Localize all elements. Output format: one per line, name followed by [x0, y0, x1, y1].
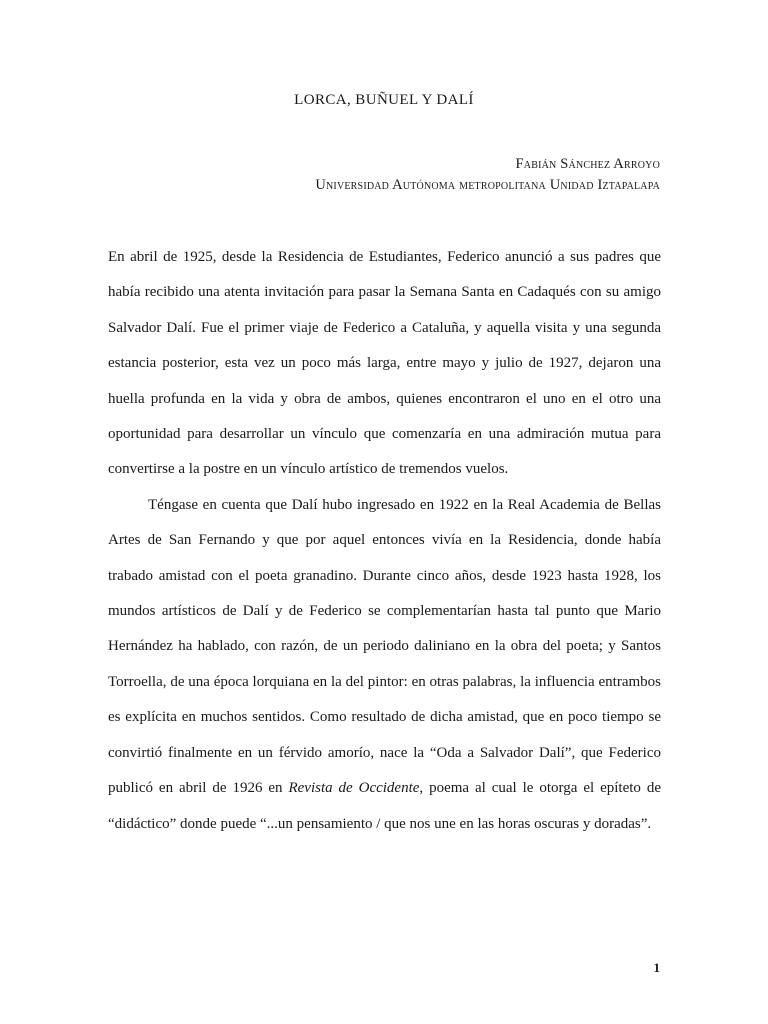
paragraph-1: En abril de 1925, desde la Residencia de Estudiantes, Federico anunció a sus padres que había recibido una atenta invitación para pasar la Semana Santa en Cadaqués con su amigo Salvador Dalí. Fue el primer viaje de Federico a Cataluña, y aquella visita y una segunda estancia posterior, esta vez un poco más larga, entre mayo y julio de 1927, dejaron una huella profunda en la vida y obra de ambos, quienes encontraron el uno en el otro una oportunidad para desarrollar un vínculo que comenzaría en una admiración mutua para convertirse a la postre en un vínculo artístico de tremendos vuelos. [108, 249, 661, 478]
body-text [108, 240, 661, 842]
page-number: 1 [653, 960, 660, 975]
author-affiliation: Universidad Autónoma metropolitana Unidad Iztapalapa [315, 177, 660, 193]
paragraph-2 [108, 488, 661, 842]
paragraph-2-part-1: Téngase en cuenta que Dalí hubo ingresado en 1922 en la Real Academia de Bellas Artes de San Fernando y que por aquel entonces vivía en la Residencia, donde había trabado amistad con el poeta granadino. Durante cinco años, desde 1923 hasta 1928, los mundos artísticos de Dalí y de Federico se complementarían hasta tal punto que Mario Hernández ha hablado, con razón, de un periodo daliniano en la obra del poeta; y Santos Torroella, de una época lorquiana en la del pintor: en otras palabras, la influencia entrambos es explícita en muchos sentidos. Como resultado de dicha amistad, que en poco tiempo se convirtió finalmente en un férvido amorío, nace la “Oda a Salvador Dalí”, que Federico publicó en abril de 1926 en [108, 496, 661, 797]
author-name: Fabián Sánchez Arroyo [515, 156, 660, 172]
author-block [315, 154, 660, 196]
journal-title: Revista de Occidente [288, 780, 420, 797]
document-title: LORCA, BUÑUEL Y DALÍ [294, 92, 474, 108]
paragraph-2-part-2: , poema al cual le otorga el epíteto de “didáctico” donde puede “...un pensamiento / que nos une en las horas oscuras y doradas”. [108, 780, 661, 832]
